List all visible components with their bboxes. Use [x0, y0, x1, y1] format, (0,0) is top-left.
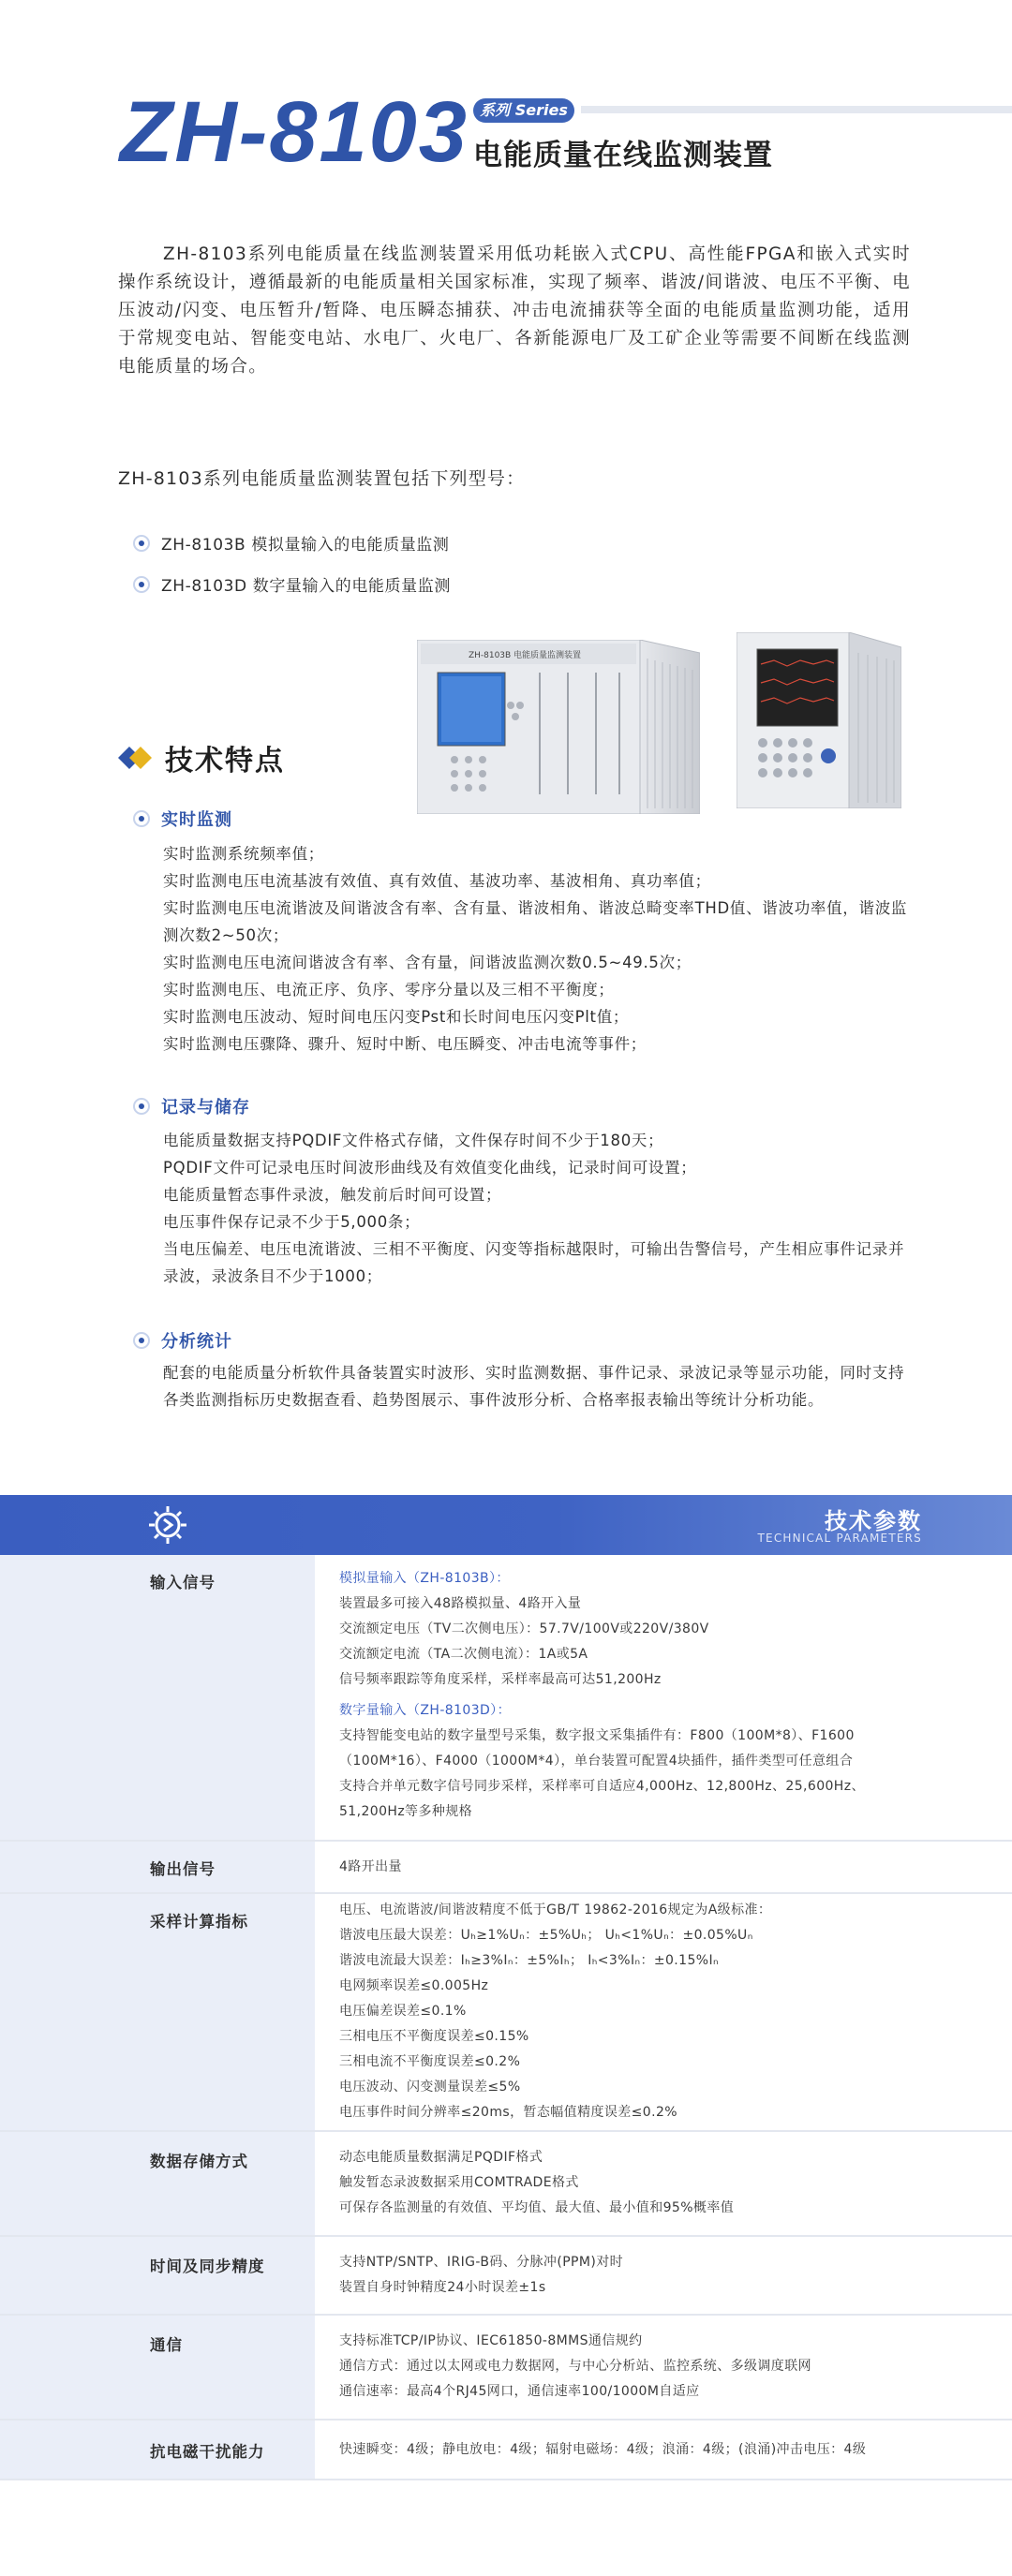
features-title: 技术特点: [165, 745, 285, 777]
params-line: 谐波电压最大误差：Uₕ≥1%Uₙ：±5%Uₕ； Uₕ<1%Uₙ：±0.05%Uₙ: [339, 1928, 753, 1943]
params-line: 通信速率：最高4个RJ45网口，通信速率100/1000M自适应: [339, 2384, 700, 2399]
params-row-label: 数据存储方式: [0, 2132, 315, 2235]
params-header-band: [0, 1495, 1012, 1555]
gear-icon: [146, 1503, 189, 1547]
params-row-values: [315, 2237, 1012, 2314]
header-divider: [581, 106, 1012, 113]
feature-line: 电能质量暂态事件录波，触发前后时间可设置；: [163, 1186, 502, 1204]
params-row: [0, 2132, 1012, 2237]
feature-line: 配套的电能质量分析软件具备装置实时波形、实时监测数据、事件记录、录波记录等显示功能，同时支持各类监测指标历史数据查看、趋势图展示、事件波形分析、合格率报表输出等统计分析功能。: [163, 1364, 905, 1409]
params-row-label: 通信: [0, 2316, 315, 2419]
params-subtitle: TECHNICAL PARAMETERS: [757, 1532, 922, 1545]
params-line: 交流额定电压（TV二次侧电压）：57.7V/100V或220V/380V: [339, 1621, 709, 1636]
feature-line: 实时监测电压、电流正序、负序、零序分量以及三相不平衡度；: [163, 981, 615, 999]
params-line: 触发暂态录波数据采用COMTRADE格式: [339, 2175, 579, 2190]
params-line: 支持NTP/SNTP、IRIG-B码、分脉冲(PPM)对时: [339, 2255, 624, 2270]
params-line: 三相电压不平衡度误差≤0.15%: [339, 2029, 529, 2044]
model-list-item-label: ZH-8103D 数字量输入的电能质量监测: [161, 577, 451, 596]
params-row-values: [315, 2316, 1012, 2419]
section-body-realtime: [163, 840, 909, 1058]
feature-line: PQDIF文件可记录电压时间波形曲线及有效值变化曲线，记录时间可设置；: [163, 1159, 697, 1177]
params-line: 电压事件时间分辨率≤20ms，暂态幅值精度误差≤0.2%: [339, 2105, 677, 2120]
section-title-label: 实时监测: [161, 810, 232, 830]
bullet-dot-icon: [133, 810, 150, 827]
params-line: 电网频率误差≤0.005Hz: [339, 1978, 489, 1993]
params-line: 谐波电流最大误差：Iₕ≥3%Iₙ：±5%Iₕ； Iₕ<3%Iₙ：±0.15%Iₙ: [339, 1953, 719, 1968]
section-title-label: 记录与储存: [161, 1098, 250, 1118]
params-line: 可保存各监测量的有效值、平均值、最大值、最小值和95%概率值: [339, 2200, 735, 2215]
bullet-dot-icon: [133, 1332, 150, 1349]
diamond-icon: [105, 741, 157, 775]
params-line: 支持智能变电站的数字量型号采集，数字报文采集插件有：F800（100M*8）、F1600（100M*16）、F4000（1000M*4），单台装置可配置4块插件，插件类型可任意组合: [339, 1728, 855, 1769]
params-line: 支持标准TCP/IP协议、IEC61850-8MMS通信规约: [339, 2333, 643, 2348]
params-row-values: [315, 1842, 1012, 1892]
features-header: [105, 737, 285, 778]
params-table: [0, 1555, 1012, 2480]
device-panel-label: ZH-8103B 电能质量监测装置: [468, 651, 582, 660]
section-title-label: 分析统计: [161, 1332, 232, 1352]
params-row-label: 输出信号: [0, 1842, 315, 1892]
params-line: 电压、电流谐波/间谐波精度不低于GB/T 19862-2016规定为A级标准：: [339, 1902, 772, 1917]
device-side-image: [737, 632, 901, 808]
bullet-dot-icon: [133, 535, 150, 552]
page-header: [0, 0, 1012, 187]
params-line: 数字量输入（ZH-8103D）：: [339, 1703, 511, 1718]
params-row: [0, 1555, 1012, 1842]
feature-line: 实时监测电压电流间谐波含有率、含有量，间谐波监测次数0.5~49.5次；: [163, 954, 692, 971]
params-line: 通信方式：通过以太网或电力数据网，与中心分析站、监控系统、多级调度联网: [339, 2359, 811, 2374]
params-line: 模拟量输入（ZH-8103B）：: [339, 1571, 510, 1586]
params-line: 快速瞬变：4级；静电放电：4级；辐射电磁场：4级；浪涌：4级；(浪涌)冲击电压：4级: [339, 2442, 867, 2457]
section-title-realtime: [133, 807, 232, 831]
params-row: [0, 2237, 1012, 2316]
params-line: 三相电流不平衡度误差≤0.2%: [339, 2054, 521, 2069]
feature-line: 实时监测电压电流谐波及间谐波含有率、含有量、谐波相角、谐波总畸变率THD值、谐波功率值，谐波监测次数2~50次；: [163, 899, 908, 944]
device-front-image: [417, 640, 700, 814]
feature-line: 电能质量数据支持PQDIF文件格式存储，文件保存时间不少于180天；: [163, 1132, 664, 1149]
params-row: [0, 1842, 1012, 1894]
params-line: 电压波动、闪变测量误差≤5%: [339, 2080, 521, 2095]
feature-line: 实时监测电压波动、短时间电压闪变Pst和长时间电压闪变Plt值；: [163, 1008, 630, 1026]
params-line: 装置自身时钟精度24小时误差±1s: [339, 2280, 546, 2295]
section-title-recording: [133, 1094, 250, 1118]
params-row: [0, 2316, 1012, 2421]
feature-line: 实时监测电压电流基波有效值、真有效值、基波功率、基波相角、真功率值；: [163, 872, 711, 890]
params-row-label: 输入信号: [0, 1555, 315, 1840]
feature-line: 实时监测系统频率值；: [163, 845, 324, 863]
feature-line: 当电压偏差、电压电流谐波、三相不平衡度、闪变等指标越限时，可输出告警信号，产生相应事件记录并录波，录波条目不少于1000；: [163, 1240, 905, 1285]
model-list-item: [133, 531, 450, 555]
feature-line: 实时监测电压骤降、骤升、短时中断、电压瞬变、冲击电流等事件；: [163, 1035, 647, 1053]
params-row-label: 时间及同步精度: [0, 2237, 315, 2314]
params-line: 信号频率跟踪等角度采样，采样率最高可达51,200Hz: [339, 1672, 662, 1687]
bullet-dot-icon: [133, 1098, 150, 1115]
product-name: 电能质量在线监测装置: [473, 139, 773, 172]
params-row-label: 采样计算指标: [0, 1894, 315, 2130]
params-title: 技术参数: [825, 1508, 922, 1534]
params-row-values: [315, 1894, 1012, 2130]
params-line: 支持合并单元数字信号同步采样，采样率可自适应4,000Hz、12,800Hz、25,600Hz、51,200Hz等多种规格: [339, 1779, 865, 1819]
section-title-analysis: [133, 1328, 232, 1353]
model-list-item: [133, 572, 451, 596]
params-line: 动态电能质量数据满足PQDIF格式: [339, 2150, 543, 2165]
model-title: ZH-8103: [120, 84, 469, 180]
params-line: 电压偏差误差≤0.1%: [339, 2004, 467, 2019]
params-line: 装置最多可接入48路模拟量、4路开入量: [339, 1596, 582, 1611]
model-list-item-label: ZH-8103B 模拟量输入的电能质量监测: [161, 536, 450, 555]
params-row-values: [315, 1555, 1012, 1840]
bullet-dot-icon: [133, 576, 150, 593]
intro-paragraph: ZH-8103系列电能质量在线监测装置采用低功耗嵌入式CPU、高性能FPGA和嵌入式实时操作系统设计，遵循最新的电能质量相关国家标准，实现了频率、谐波/间谐波、电压不平衡、电压波动/闪变、电压暂升/暂降、电压瞬态捕获、冲击电流捕获等全面的电能质量监测功能，适用于常规变电站、智能变电站、水电厂、火电厂、各新能源电厂及工矿企业等需要不间断在线监测电能质量的场合。: [118, 244, 911, 377]
feature-line: 电压事件保存记录不少于5,000条；: [163, 1213, 421, 1231]
section-body-recording: [163, 1127, 909, 1290]
params-line: 4路开出量: [339, 1859, 402, 1874]
params-row-label: 抗电磁干扰能力: [0, 2421, 315, 2479]
params-row: [0, 1894, 1012, 2132]
params-row-values: [315, 2132, 1012, 2235]
series-badge: 系列 Series: [473, 98, 574, 123]
params-row-values: [315, 2421, 1012, 2479]
section-body-analysis: [163, 1359, 909, 1414]
params-row: [0, 2421, 1012, 2480]
models-title: ZH-8103系列电能质量监测装置包括下列型号：: [118, 468, 526, 489]
params-line: 交流额定电流（TA二次侧电流）：1A或5A: [339, 1647, 588, 1662]
